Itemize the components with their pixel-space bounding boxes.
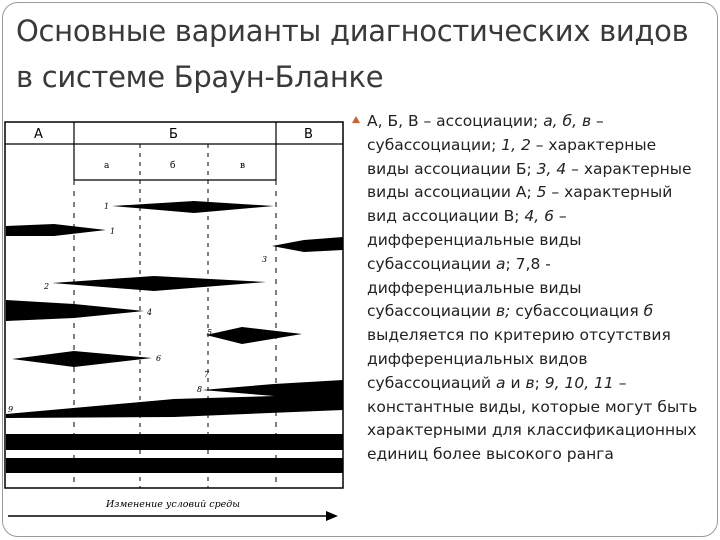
association-label-b: Б [169, 127, 178, 142]
bullet-text [367, 110, 702, 467]
diagram [4, 118, 344, 530]
bullet-segment: – характерные виды ассоциации А; [367, 159, 692, 202]
bullet-segment: А, Б, В – ассоциации; [367, 112, 544, 130]
association-label-c: В [304, 127, 313, 142]
bullet-italic-segment: 1, 2 [501, 135, 531, 154]
bullet-block [352, 110, 702, 467]
species-number-7: 7 [204, 370, 210, 379]
bullet-segment: субассоциация [510, 302, 644, 321]
species-number-1: 1 [104, 202, 110, 211]
species-shape-6 [12, 351, 152, 367]
species-shape-5 [272, 237, 343, 252]
species-shape-1 [112, 201, 274, 213]
bullet-italic-segment: 3, 4 [536, 159, 567, 178]
bullet-segment: ; 7,8 - дифференциальные виды субассоциации [367, 254, 582, 321]
axis-label: Изменение условий среды [106, 499, 241, 510]
species-band-10 [6, 434, 343, 450]
bullet-segment: – константные виды, которые могут быть характерными для классификационных единиц более высокого ранга [367, 373, 698, 464]
species-number-4: 4 [147, 308, 153, 317]
subassociation-label-a: а [104, 161, 110, 171]
slide-title: Основные варианты диагностических видов в системе Браун-Бланке [16, 14, 689, 94]
subassociation-label-c: в [240, 161, 246, 171]
bullet-italic-segment: 5 [536, 183, 547, 202]
bullet-segment: – характерные виды ассоциации Б; [367, 135, 657, 178]
subassociation-label-b: б [170, 161, 176, 171]
species-shape-4 [6, 300, 144, 321]
bullet-italic-segment: в; [496, 302, 511, 321]
species-number-3: 3 [262, 255, 268, 264]
bullet-segment: – характерный вид ассоциации В; [367, 183, 673, 226]
bullet-italic-segment: 9, 10, 11 [544, 373, 614, 392]
species-band-11 [6, 458, 343, 473]
species-number-2: 2 [44, 282, 50, 291]
species-shape-9 [6, 394, 343, 418]
bullet-segment: – субассоциации; [367, 112, 604, 154]
bullet-marker-icon [352, 116, 360, 123]
bullet-italic-segment: в [525, 373, 535, 392]
species-number-6: 6 [156, 354, 162, 363]
species-shape-7 [206, 327, 302, 344]
species-shape-8 [202, 380, 343, 396]
bullet-segment: выделяется по критерию отсутствия дифференциальных видов субассоциаций [367, 326, 671, 392]
association-diagram-svg [4, 118, 344, 530]
bullet-italic-segment: 4, 6 [524, 207, 554, 226]
species-number-1b: 1 [110, 227, 116, 236]
species-shape-2 [52, 276, 266, 291]
species-number-9: 9 [8, 405, 14, 414]
bullet-segment: ; [534, 373, 545, 392]
bullet-italic-segment: а [496, 254, 506, 273]
bullet-segment: и [505, 373, 526, 392]
bullet-italic-segment: а [496, 373, 506, 392]
bullet-italic-segment: б [643, 302, 654, 321]
axis-arrow-head [326, 511, 338, 521]
species-number-8: 8 [197, 385, 203, 394]
association-label-a: А [34, 127, 43, 142]
species-number-5: 5 [207, 328, 213, 337]
bullet-italic-segment: а, б, в [543, 112, 592, 130]
bullet-segment: – дифференциальные виды субассоциации [367, 207, 582, 273]
species-shape-3 [6, 224, 106, 236]
